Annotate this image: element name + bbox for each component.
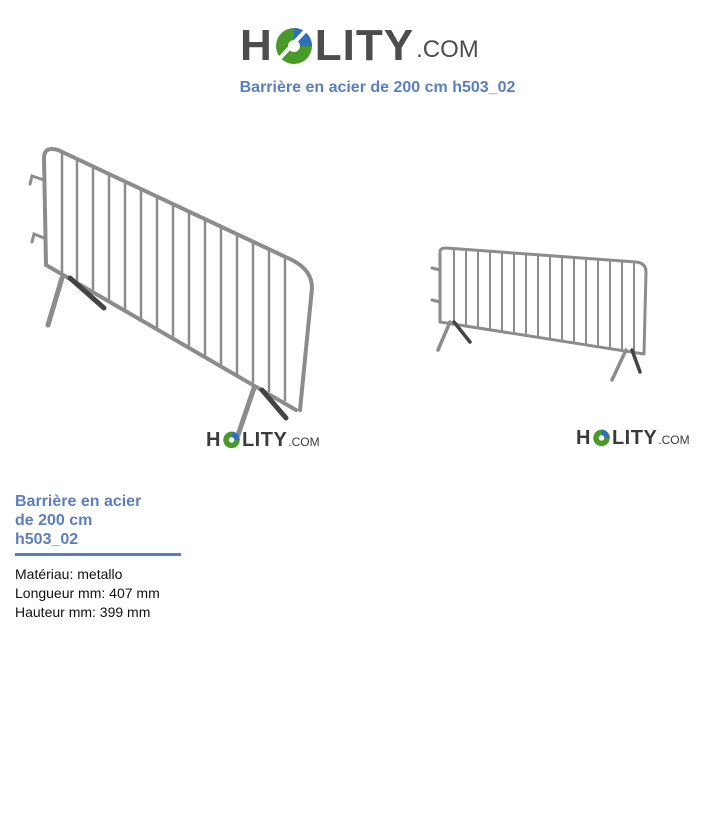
logo-circle-icon <box>274 20 314 68</box>
product-name: Barrière en acier de 200 cm h503_02 <box>15 493 142 548</box>
watermark-logo-icon <box>222 428 241 450</box>
barrier-photo-front-icon <box>370 110 720 470</box>
product-image-angled[interactable] <box>0 110 345 470</box>
spec-material: Matériau: metallo <box>15 566 123 582</box>
image-watermark: H LITY .COM <box>206 429 320 451</box>
barrier-photo-angled-icon <box>0 110 345 470</box>
spec-length: Longueur mm: 407 mm <box>15 585 160 601</box>
product-specs <box>15 565 160 622</box>
page-title: Barrière en acier de 200 cm h503_02 <box>239 79 516 96</box>
product-image-front[interactable] <box>370 110 720 470</box>
logo-letter-h: H <box>240 21 273 70</box>
logo-letters: LITY <box>314 21 415 70</box>
holity-logo[interactable] <box>240 12 485 68</box>
logo-suffix: .COM <box>416 36 479 63</box>
section-divider <box>15 553 181 556</box>
spec-height: Hauteur mm: 399 mm <box>15 604 151 620</box>
image-watermark: H LITY .COM <box>576 427 690 449</box>
watermark-logo-icon <box>592 426 611 448</box>
